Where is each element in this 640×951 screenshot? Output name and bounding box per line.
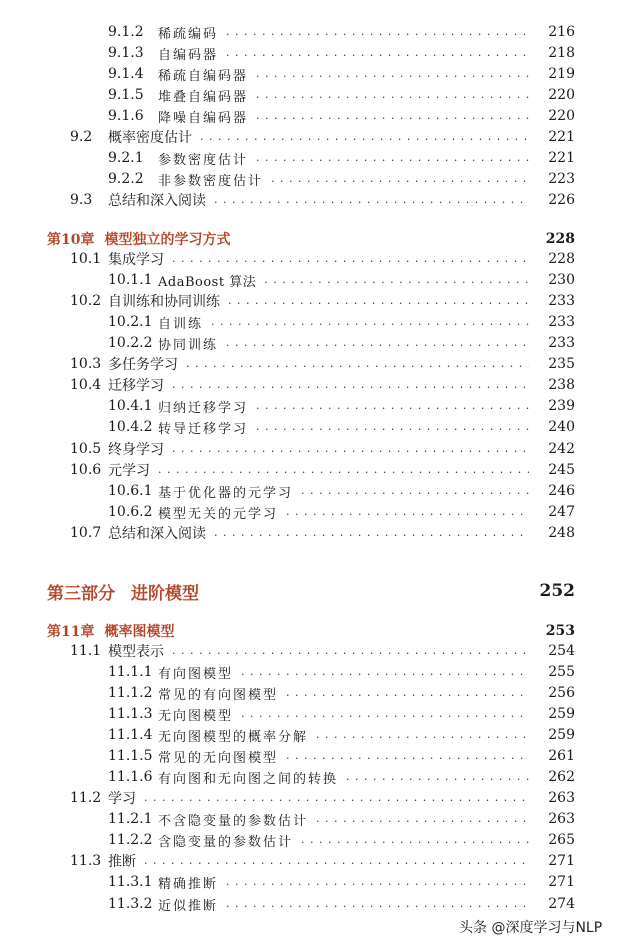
- leader-dots: [301, 484, 529, 498]
- section-title: 自训练和协同训练: [108, 294, 220, 310]
- leader-dots: [226, 336, 529, 350]
- page-number: 216: [548, 24, 575, 40]
- section-number: 10.6: [70, 462, 102, 478]
- section-title: 概率密度估计: [108, 130, 192, 146]
- page-number: 253: [545, 623, 575, 639]
- page-number: 259: [548, 727, 575, 743]
- chapter-title: 概率图模型: [104, 624, 175, 640]
- leader-dots: [214, 193, 529, 207]
- toc-row[interactable]: [0, 788, 640, 808]
- leader-dots: [256, 399, 529, 413]
- section-number: 10.2.2: [108, 335, 153, 351]
- page-number: 221: [548, 129, 575, 145]
- section-title: 模型无关的元学习: [158, 506, 279, 522]
- section-title: 集成学习: [108, 252, 164, 268]
- leader-dots: [346, 770, 529, 784]
- leader-dots: [228, 294, 529, 308]
- section-number: 10.4.2: [108, 419, 153, 435]
- toc-row[interactable]: [0, 439, 640, 459]
- leader-dots: [256, 88, 529, 102]
- section-number: 11.3: [70, 853, 102, 869]
- page-number: 219: [548, 66, 575, 82]
- section-number: 10.1: [70, 251, 102, 267]
- section-title: 参数密度估计: [158, 152, 249, 168]
- section-number: 11.1.3: [108, 706, 153, 722]
- leader-dots: [286, 505, 529, 519]
- section-title: 堆叠自编码器: [158, 89, 249, 105]
- leader-dots: [172, 252, 529, 266]
- section-title: AdaBoost 算法: [158, 274, 257, 290]
- leader-dots: [256, 151, 529, 165]
- section-title: 有向图模型: [158, 666, 234, 682]
- section-title: 元学习: [108, 463, 150, 479]
- toc-row[interactable]: [0, 43, 640, 63]
- page-number: 233: [548, 293, 575, 309]
- leader-dots: [226, 875, 529, 889]
- section-title: 常见的无向图模型: [158, 750, 279, 766]
- section-title: 推断: [108, 854, 136, 870]
- page-number: 271: [548, 853, 575, 869]
- page-number: 246: [548, 483, 575, 499]
- section-number: 9.3: [70, 192, 93, 208]
- leader-dots: [316, 812, 529, 826]
- section-title: 迁移学习: [108, 378, 164, 394]
- section-title: 稀疏编码: [158, 26, 219, 42]
- section-number: 10.3: [70, 356, 102, 372]
- leader-dots: [256, 109, 529, 123]
- section-number: 11.1.1: [108, 664, 153, 680]
- toc-row[interactable]: [0, 523, 640, 543]
- toc-row[interactable]: [0, 291, 640, 311]
- section-number: 10.5: [70, 441, 102, 457]
- page-number: 263: [548, 790, 575, 806]
- page-number: 254: [548, 643, 575, 659]
- section-title: 精确推断: [158, 876, 219, 892]
- part-heading[interactable]: [0, 579, 640, 603]
- section-title: 无向图模型的概率分解: [158, 729, 309, 745]
- leader-dots: [271, 172, 529, 186]
- toc-row[interactable]: [0, 767, 640, 787]
- section-number: 10.1.1: [108, 272, 153, 288]
- page-number: 261: [548, 748, 575, 764]
- watermark-text: 头条 @深度学习与NLP: [459, 920, 603, 936]
- toc-row[interactable]: [0, 872, 640, 892]
- leader-dots: [286, 749, 529, 763]
- section-number: 10.2: [70, 293, 102, 309]
- section-title: 多任务学习: [108, 357, 178, 373]
- toc-row[interactable]: [0, 312, 640, 332]
- leader-dots: [144, 791, 529, 805]
- watermark: [459, 914, 602, 940]
- leader-dots: [241, 665, 529, 679]
- page-number: 221: [548, 150, 575, 166]
- page-number: 274: [548, 896, 575, 912]
- chapter-heading[interactable]: [0, 229, 640, 249]
- toc-row[interactable]: [0, 894, 640, 914]
- page-number: 247: [548, 504, 575, 520]
- section-title: 转导迁移学习: [158, 421, 249, 437]
- page-number: 220: [548, 87, 575, 103]
- leader-dots: [172, 442, 529, 456]
- section-title: 模型表示: [108, 644, 164, 660]
- page-number: 242: [548, 441, 575, 457]
- leader-dots: [316, 728, 529, 742]
- page-number: 255: [548, 664, 575, 680]
- toc-row[interactable]: [0, 683, 640, 703]
- page-number: 245: [548, 462, 575, 478]
- section-number: 9.2.1: [108, 150, 144, 166]
- toc-row[interactable]: [0, 481, 640, 501]
- toc-row[interactable]: [0, 22, 640, 42]
- part-title: 进阶模型: [131, 583, 199, 604]
- page-number: 256: [548, 685, 575, 701]
- toc-row[interactable]: [0, 85, 640, 105]
- leader-dots: [256, 420, 529, 434]
- section-title: 稀疏自编码器: [158, 68, 249, 84]
- toc-row[interactable]: [0, 270, 640, 290]
- leader-dots: [211, 315, 529, 329]
- toc-row[interactable]: [0, 662, 640, 682]
- section-number: 10.7: [70, 525, 102, 541]
- section-number: 10.2.1: [108, 314, 153, 330]
- leader-dots: [286, 686, 529, 700]
- section-number: 11.1.5: [108, 748, 153, 764]
- section-title: 含隐变量的参数估计: [158, 834, 294, 850]
- toc-row[interactable]: [0, 641, 640, 661]
- page-number: 228: [548, 251, 575, 267]
- toc-row[interactable]: [0, 725, 640, 745]
- page-number: 226: [548, 192, 575, 208]
- section-title: 无向图模型: [158, 708, 234, 724]
- section-number: 9.1.4: [108, 66, 144, 82]
- toc-row[interactable]: [0, 746, 640, 766]
- section-title: 总结和深入阅读: [108, 193, 206, 209]
- section-number: 11.3.2: [108, 896, 153, 912]
- toc-row[interactable]: [0, 333, 640, 353]
- section-number: 9.1.6: [108, 108, 144, 124]
- part-label: 第三部分: [47, 583, 115, 604]
- section-title: 降噪自编码器: [158, 110, 249, 126]
- leader-dots: [241, 707, 529, 721]
- leader-dots: [172, 378, 529, 392]
- toc-row[interactable]: [0, 417, 640, 437]
- chapter-title: 模型独立的学习方式: [104, 232, 231, 248]
- toc-row[interactable]: [0, 704, 640, 724]
- page-number: 233: [548, 335, 575, 351]
- section-title: 总结和深入阅读: [108, 526, 206, 542]
- page-number: 271: [548, 874, 575, 890]
- section-number: 11.3.1: [108, 874, 153, 890]
- section-title: 不含隐变量的参数估计: [158, 813, 309, 829]
- leader-dots: [158, 463, 529, 477]
- section-number: 9.1.2: [108, 24, 144, 40]
- page-number: 223: [548, 171, 575, 187]
- toc-row[interactable]: [0, 460, 640, 480]
- toc-row[interactable]: [0, 396, 640, 416]
- toc-row[interactable]: [0, 851, 640, 871]
- page-number: 252: [539, 581, 575, 601]
- section-number: 11.2.2: [108, 832, 153, 848]
- page-number: 265: [548, 832, 575, 848]
- section-title: 协同训练: [158, 337, 219, 353]
- chapter-label: 第10章: [47, 232, 95, 248]
- page-number: 230: [548, 272, 575, 288]
- section-number: 9.1.5: [108, 87, 144, 103]
- section-number: 10.6.2: [108, 504, 153, 520]
- page-number: 220: [548, 108, 575, 124]
- page-number: 238: [548, 377, 575, 393]
- section-title: 有向图和无向图之间的转换: [158, 771, 339, 787]
- section-title: 终身学习: [108, 442, 164, 458]
- toc-row[interactable]: [0, 148, 640, 168]
- section-title: 常见的有向图模型: [158, 687, 279, 703]
- toc-row[interactable]: [0, 106, 640, 126]
- leader-dots: [226, 25, 529, 39]
- leader-dots: [264, 273, 529, 287]
- toc-row[interactable]: [0, 64, 640, 84]
- toc-row[interactable]: [0, 809, 640, 829]
- section-number: 9.2: [70, 129, 93, 145]
- chapter-heading[interactable]: [0, 621, 640, 641]
- section-title: 基于优化器的元学习: [158, 485, 294, 501]
- toc-row[interactable]: [0, 375, 640, 395]
- section-number: 11.1.4: [108, 727, 153, 743]
- leader-dots: [186, 357, 529, 371]
- section-number: 11.2: [70, 790, 102, 806]
- section-title: 归纳迁移学习: [158, 400, 249, 416]
- page-number: 263: [548, 811, 575, 827]
- page-number: 235: [548, 356, 575, 372]
- section-number: 11.1: [70, 643, 102, 659]
- leader-dots: [301, 833, 529, 847]
- page-number: 233: [548, 314, 575, 330]
- leader-dots: [144, 854, 529, 868]
- section-title: 自训练: [158, 316, 204, 332]
- leader-dots: [226, 46, 529, 60]
- page-number: 239: [548, 398, 575, 414]
- toc-row[interactable]: [0, 127, 640, 147]
- toc-row[interactable]: [0, 249, 640, 269]
- page-number: 259: [548, 706, 575, 722]
- section-title: 自编码器: [158, 47, 219, 63]
- section-title: 近似推断: [158, 898, 219, 914]
- leader-dots: [226, 897, 529, 911]
- toc-row[interactable]: [0, 830, 640, 850]
- section-number: 11.1.6: [108, 769, 153, 785]
- toc-row[interactable]: [0, 354, 640, 374]
- section-number: 9.2.2: [108, 171, 144, 187]
- page-number: 218: [548, 45, 575, 61]
- chapter-label: 第11章: [47, 624, 95, 640]
- leader-dots: [214, 526, 529, 540]
- section-number: 10.6.1: [108, 483, 153, 499]
- page-number: 240: [548, 419, 575, 435]
- leader-dots: [256, 67, 529, 81]
- section-number: 10.4: [70, 377, 102, 393]
- section-title: 非参数密度估计: [158, 173, 264, 189]
- page-number: 248: [548, 525, 575, 541]
- section-number: 10.4.1: [108, 398, 153, 414]
- leader-dots: [172, 644, 529, 658]
- section-number: 11.1.2: [108, 685, 153, 701]
- toc-row[interactable]: [0, 190, 640, 210]
- page-number: 262: [548, 769, 575, 785]
- section-title: 学习: [108, 791, 136, 807]
- toc-row[interactable]: [0, 169, 640, 189]
- section-number: 9.1.3: [108, 45, 144, 61]
- section-number: 11.2.1: [108, 811, 153, 827]
- toc-row[interactable]: [0, 502, 640, 522]
- leader-dots: [200, 130, 529, 144]
- page-number: 228: [545, 231, 575, 247]
